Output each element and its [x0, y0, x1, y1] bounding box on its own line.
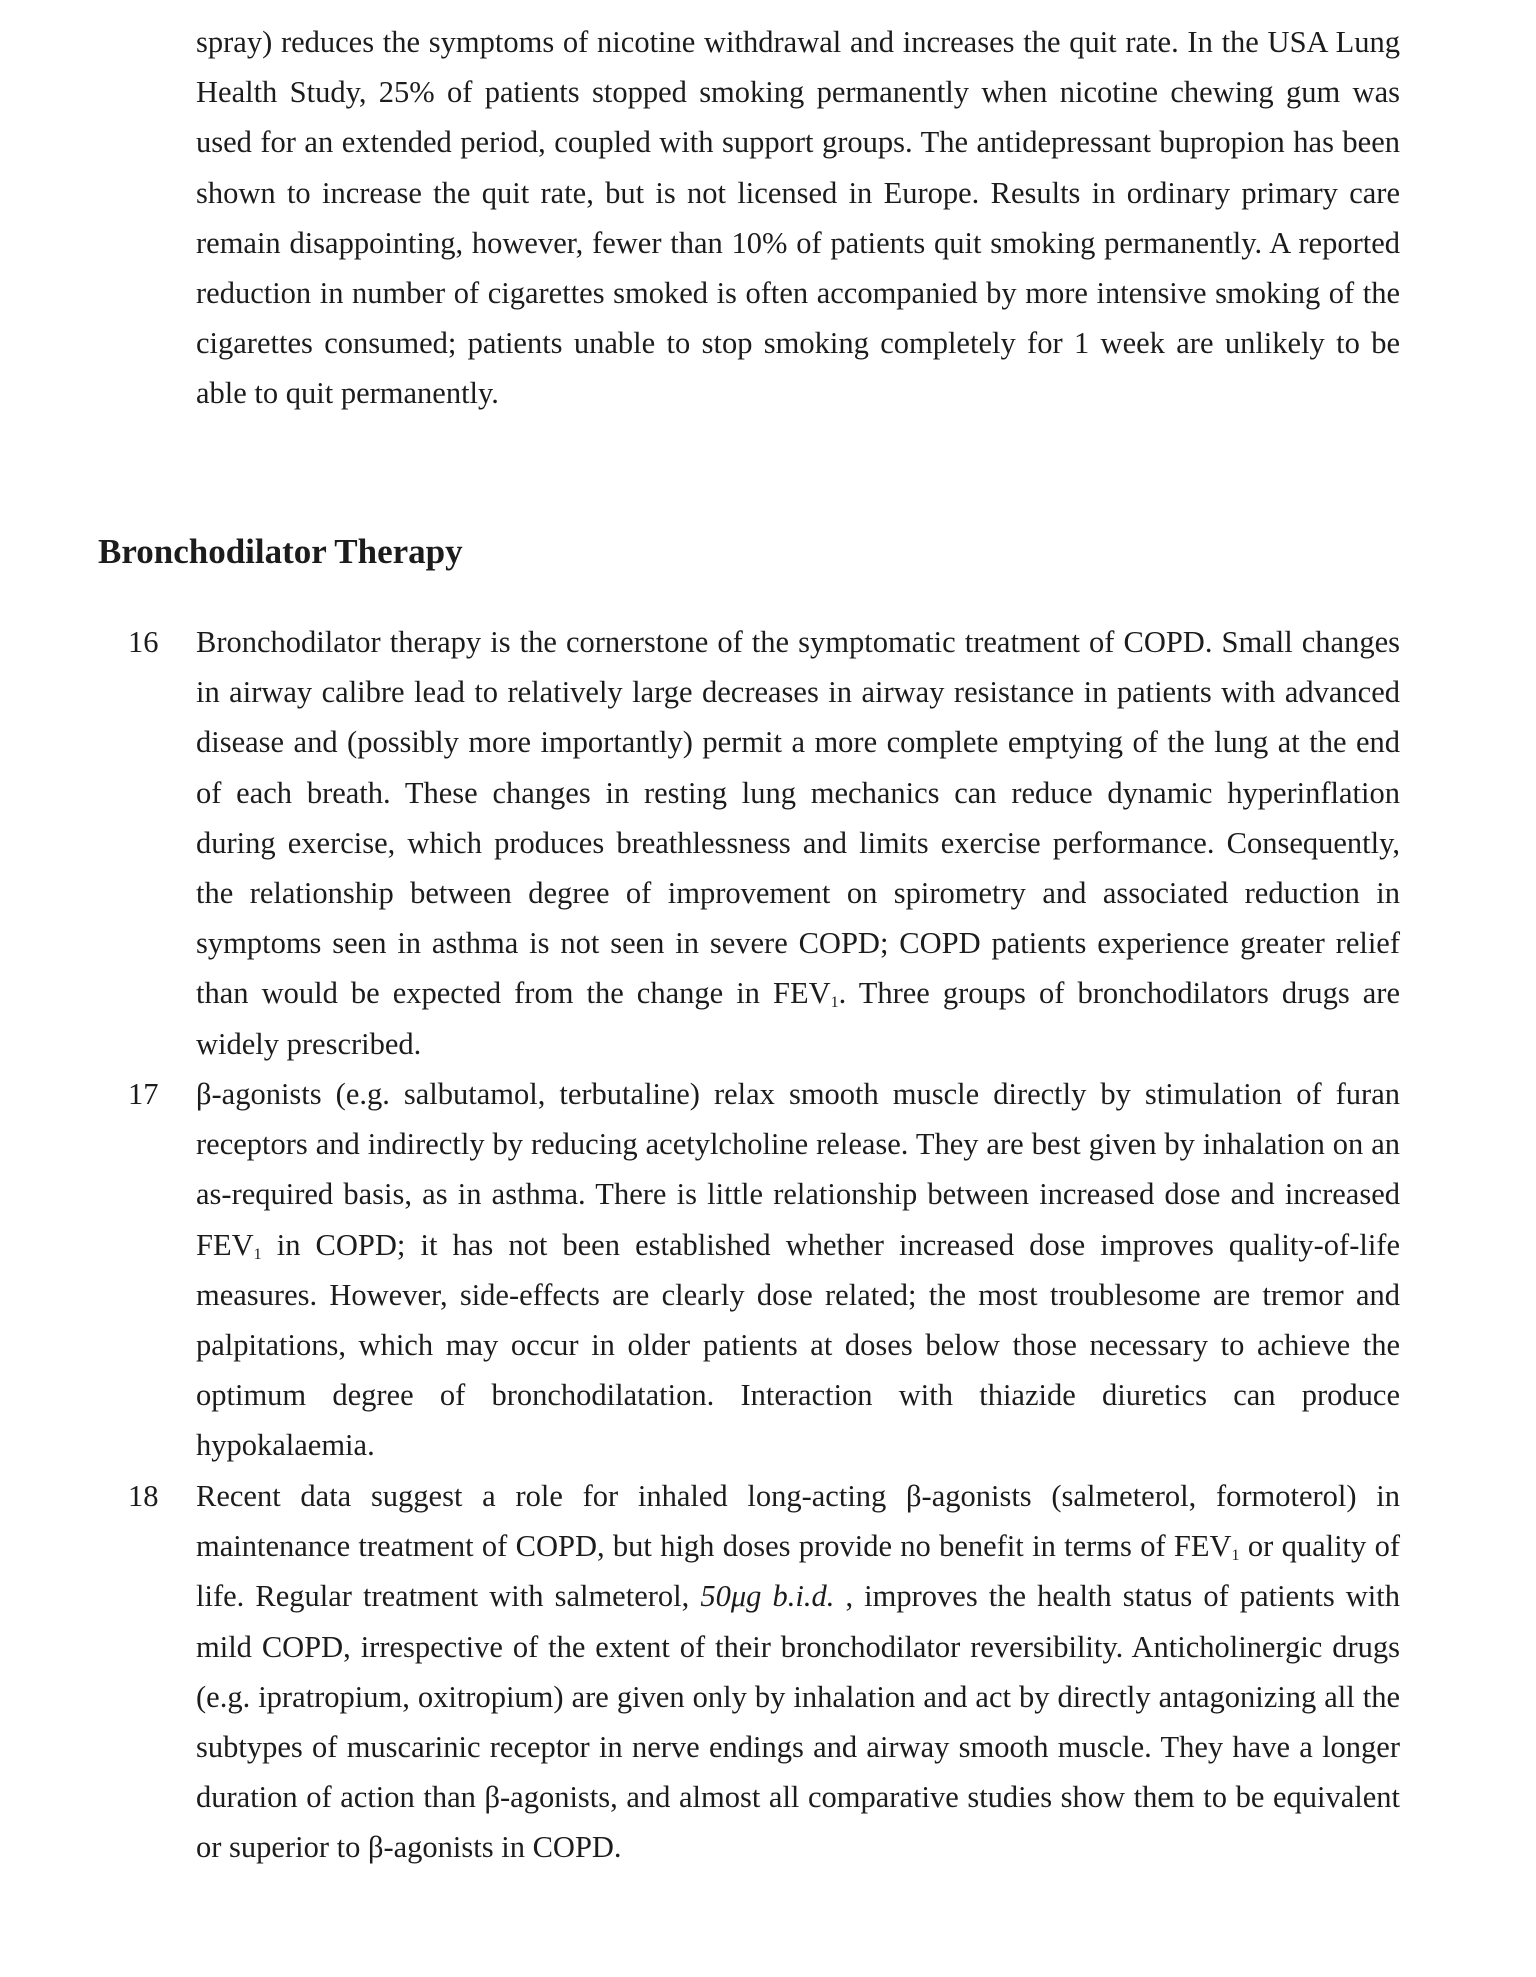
- paragraph-17: [196, 1069, 1400, 1471]
- fev-subscript: 1: [1231, 1547, 1240, 1565]
- fev-subscript: 1: [830, 994, 839, 1012]
- paragraph-17-text-b: in COPD; it has not been established whether increased dose improves quality-of-life measures. However, side-effects are clearly dose related; the most troublesome are tremor and palpitations, which may occur in older patients at doses below those necessary to achieve the optimum degree of bronchodilatation. Interaction with thiazide diuretics can produce hypokalaemia.: [196, 1227, 1400, 1463]
- paragraph-16: [196, 617, 1400, 1069]
- paragraph-18-text-c: , improves the health status of patients with mild COPD, irrespective of the extent of their bronchodilator reversibility. Anticholinergic drugs (e.g. ipratropium, oxitropium) are given only by inhalation and act by directly antagonizing all the subtypes of muscarinic receptor in nerve endings and airway smooth muscle. They have a longer duration of action than β-agonists, and almost all comparative studies show them to be equivalent or superior to β-agonists in COPD.: [196, 1579, 1400, 1865]
- section-heading: Bronchodilator Therapy: [98, 532, 463, 571]
- paragraph-16-text-b: . Three groups of bronchodilators drugs are widely prescribed.: [196, 976, 1400, 1061]
- paragraph-number-16: 16: [128, 625, 159, 659]
- paragraph-17-text-a: β-agonists (e.g. salbutamol, terbutaline) relax smooth muscle directly by stimulation of furan receptors and indirectly by reducing acetylcholine release. They are best given by inhalation on an as-required basis, as in asthma. There is little relationship between increased dose and increased FEV: [196, 1077, 1400, 1262]
- paragraph-number-18: 18: [128, 1479, 159, 1513]
- dose-text: 50μg b.i.d.: [700, 1579, 835, 1614]
- fev-subscript: 1: [253, 1245, 262, 1263]
- paragraph-16-text-a: Bronchodilator therapy is the cornerstone of the symptomatic treatment of COPD. Small changes in airway calibre lead to relatively large decreases in airway resistance in patients with advanced disease and (possibly more importantly) permit a more complete emptying of the lung at the end of each breath. These changes in resting lung mechanics can reduce dynamic hyperinflation during exercise, which produces breathlessness and limits exercise performance. Consequently, the relationship between degree of improvement on spirometry and associated reduction in symptoms seen in asthma is not seen in severe COPD; COPD patients experience greater relief than would be expected from the change in FEV: [196, 625, 1400, 1011]
- paragraph-number-17: 17: [128, 1077, 159, 1111]
- intro-paragraph: spray) reduces the symptoms of nicotine withdrawal and increases the quit rate. In the USA Lung Health Study, 25% of patients stopped smoking permanently when nicotine chewing gum was used for an extended period, coupled with support groups. The antidepressant bupropion has been shown to increase the quit rate, but is not licensed in Europe. Results in ordinary primary care remain disappointing, however, fewer than 10% of patients quit smoking permanently. A reported reduction in number of cigarettes smoked is often accompanied by more intensive smoking of the cigarettes consumed; patients unable to stop smoking completely for 1 week are unlikely to be able to quit permanently.: [196, 25, 1400, 411]
- paragraph-18: [196, 1471, 1400, 1873]
- paragraph-18-text-b: or quality of life. Regular treatment with salmeterol,: [196, 1529, 1401, 1614]
- paragraph-18-text-a: Recent data suggest a role for inhaled long-acting β-agonists (salmeterol, formoterol) in maintenance treatment of COPD, but high doses provide no benefit in terms of FEV: [196, 1479, 1400, 1564]
